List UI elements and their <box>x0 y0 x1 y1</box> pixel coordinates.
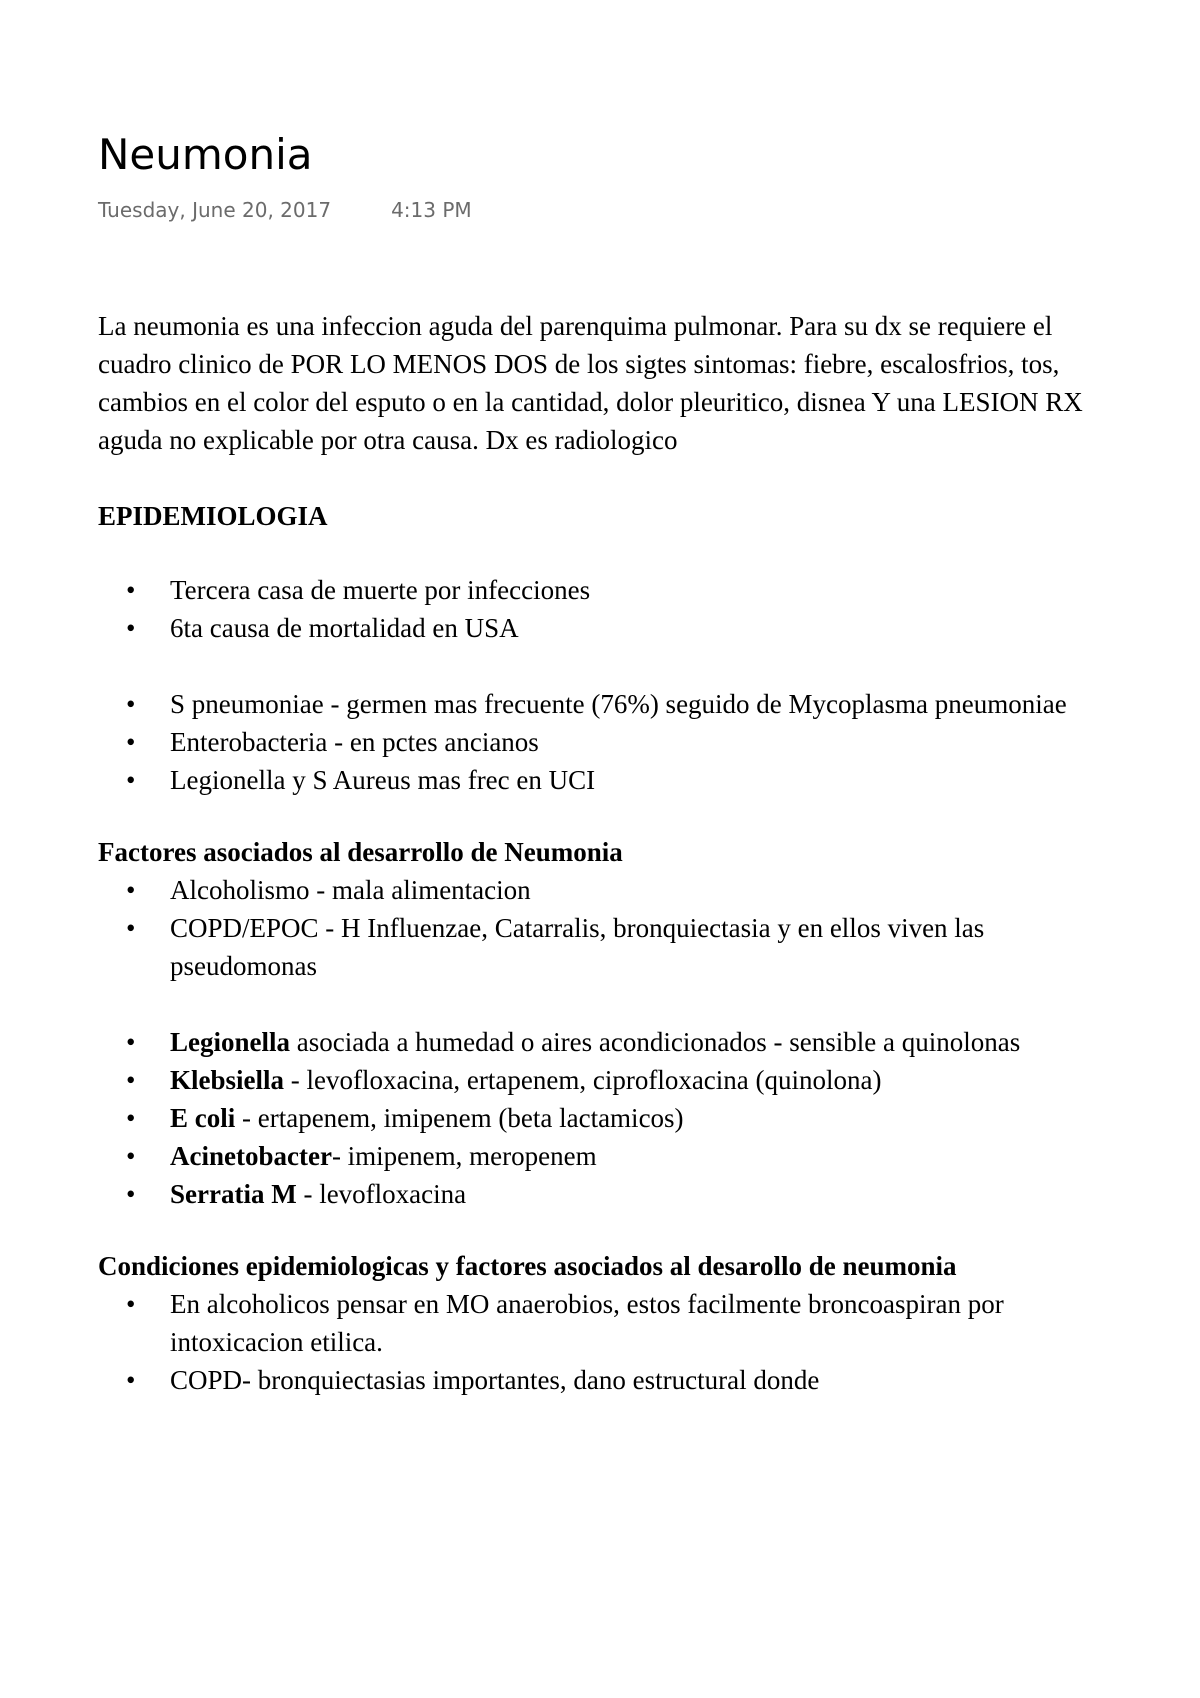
bullet-icon: • <box>126 1103 136 1134</box>
list-item: • Acinetobacter- imipenem, meropenem <box>98 1137 1118 1175</box>
bullet-icon: • <box>126 1141 136 1172</box>
bullet-icon: • <box>126 1365 136 1396</box>
list-item: • S pneumoniae - germen mas frecuente (76%) seguido de Mycoplasma pneumoniae <box>98 685 1118 723</box>
bullet-icon: • <box>126 689 136 720</box>
organism-name: Serratia M <box>170 1179 297 1210</box>
heading-factores: Factores asociados al desarrollo de Neumonia <box>98 837 623 868</box>
list-item: • Legionella y S Aureus mas frec en UCI <box>98 761 1118 799</box>
list-item: • COPD/EPOC - H Influenzae, Catarralis, bronquiectasia y en ellos viven las pseudomonas <box>98 909 1118 985</box>
epi-list-2 <box>98 685 1118 799</box>
organism-name: Acinetobacter <box>170 1141 332 1172</box>
bullet-icon: • <box>126 1027 136 1058</box>
intro-paragraph: La neumonia es una infeccion aguda del parenquima pulmonar. Para su dx se requiere el cuadro clinico de POR LO MENOS DOS de los sigtes sintomas: fiebre, escalosfrios, tos, cambios en el color del esputo o en la cantidad, dolor pleuritico, disnea Y una LESION RX aguda no explicable por otra causa. Dx es radiologico <box>98 311 1083 456</box>
list-item: • Tercera casa de muerte por infecciones <box>98 571 1118 609</box>
bullet-icon: • <box>126 1065 136 1096</box>
note-date: Tuesday, June 20, 2017 <box>98 198 332 223</box>
epi-list-1 <box>98 571 1118 647</box>
bullet-icon: • <box>126 727 136 758</box>
bullet-icon: • <box>126 875 136 906</box>
list-item: • Klebsiella - levofloxacina, ertapenem, ciprofloxacina (quinolona) <box>98 1061 1118 1099</box>
page-title: Neumonia <box>98 130 313 179</box>
factores-list-1 <box>98 871 1118 985</box>
organism-name: Klebsiella <box>170 1065 284 1096</box>
list-item: • 6ta causa de mortalidad en USA <box>98 609 1118 647</box>
heading-epidemiologia: EPIDEMIOLOGIA <box>98 501 328 532</box>
list-item: • E coli - ertapenem, imipenem (beta lactamicos) <box>98 1099 1118 1137</box>
bullet-icon: • <box>126 613 136 644</box>
bullet-icon: • <box>126 913 136 944</box>
bullet-icon: • <box>126 765 136 796</box>
organism-name: E coli <box>170 1103 236 1134</box>
bullet-icon: • <box>126 1289 136 1320</box>
list-item: • Legionella asociada a humedad o aires acondicionados - sensible a quinolonas <box>98 1023 1118 1061</box>
bullet-icon: • <box>126 575 136 606</box>
note-time: 4:13 PM <box>391 198 472 223</box>
list-item: • En alcoholicos pensar en MO anaerobios, estos facilmente broncoaspiran por intoxicacion etilica. <box>98 1285 1118 1361</box>
list-item: • COPD- bronquiectasias importantes, dano estructural donde <box>98 1361 1118 1399</box>
list-item: • Alcoholismo - mala alimentacion <box>98 871 1118 909</box>
note-meta <box>98 198 1118 222</box>
organism-name: Legionella <box>170 1027 290 1058</box>
list-item: • Serratia M - levofloxacina <box>98 1175 1118 1213</box>
bullet-icon: • <box>126 1179 136 1210</box>
heading-condiciones: Condiciones epidemiologicas y factores asociados al desarollo de neumonia <box>98 1251 957 1282</box>
list-item: • Enterobacteria - en pctes ancianos <box>98 723 1118 761</box>
note-page <box>98 130 1118 1399</box>
note-body <box>98 307 1118 1399</box>
factores-list-2 <box>98 1023 1118 1213</box>
condiciones-list <box>98 1285 1118 1399</box>
